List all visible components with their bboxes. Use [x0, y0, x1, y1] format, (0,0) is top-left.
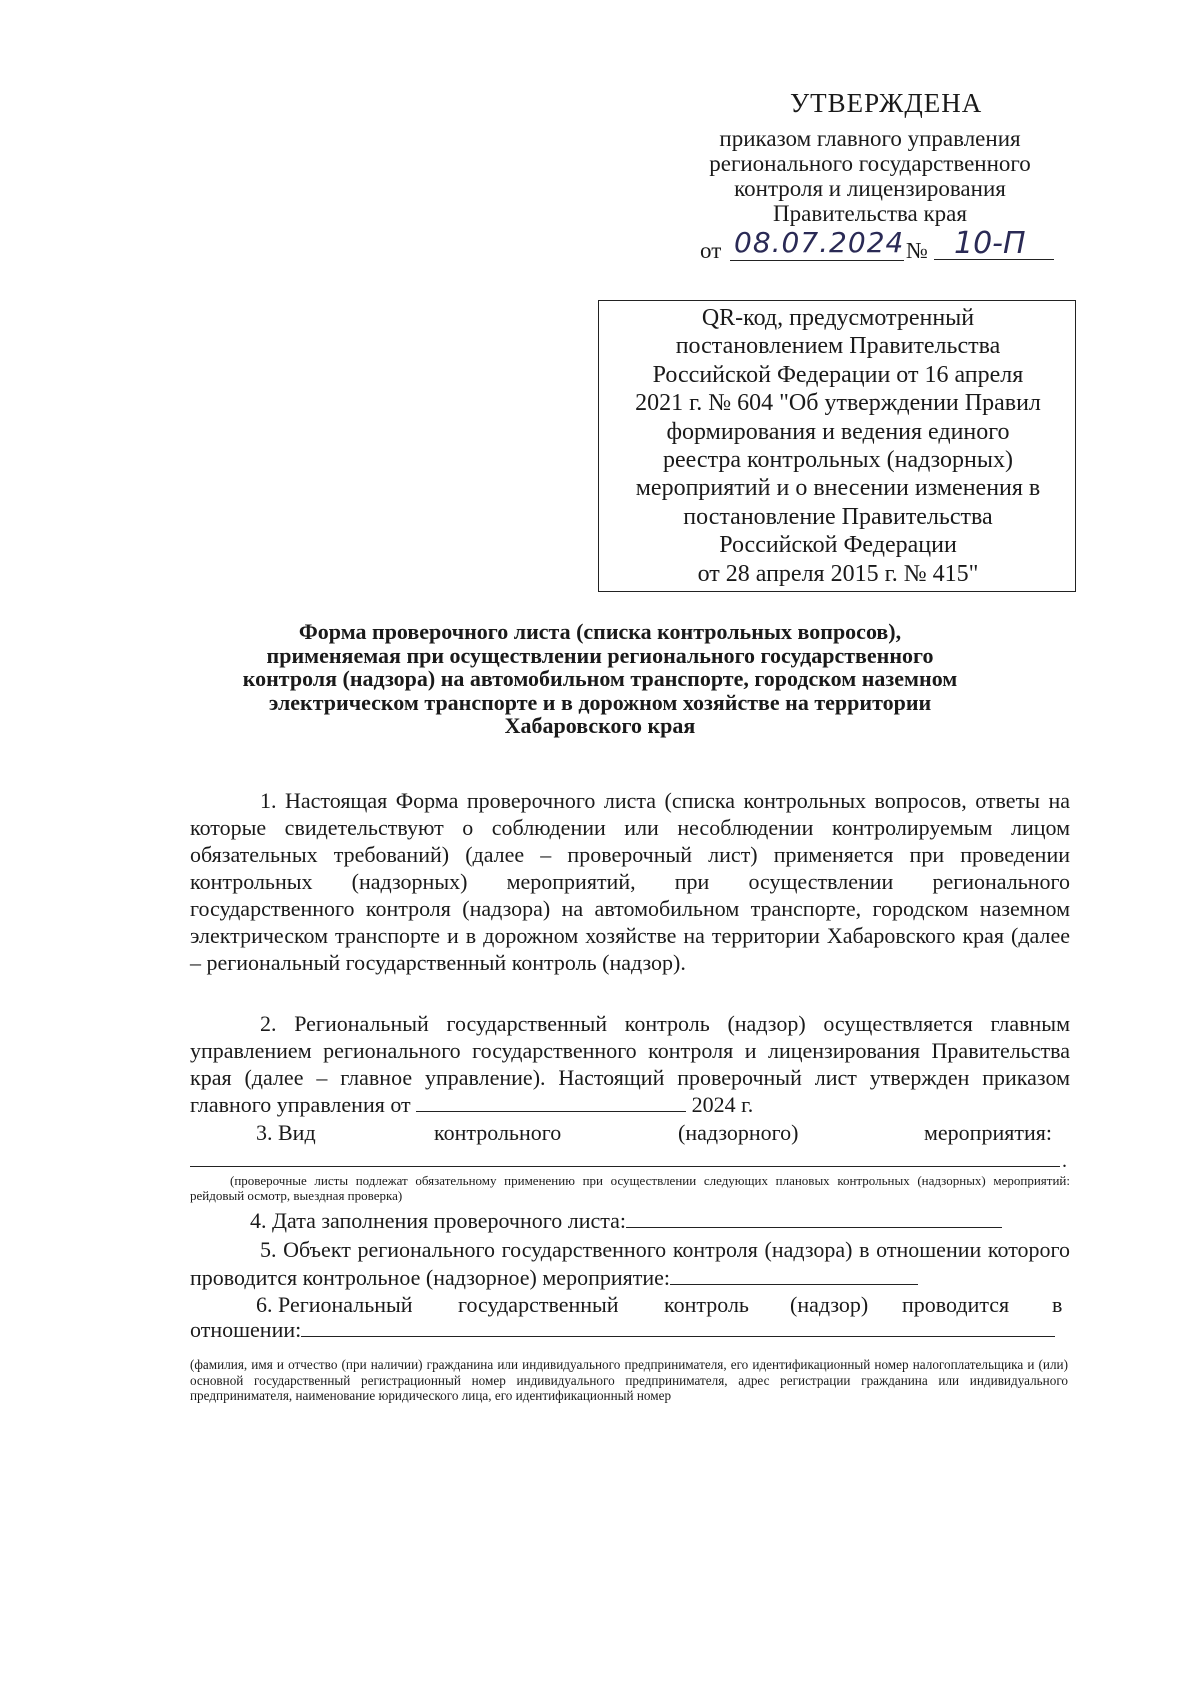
order-date-blank: [416, 1093, 686, 1112]
item-3: [190, 1120, 1070, 1148]
item-6-blank: [301, 1318, 1055, 1337]
paragraph-2: [190, 1010, 1070, 1118]
handwritten-number: 10-П: [934, 226, 1054, 260]
item-3-dot: .: [1062, 1150, 1067, 1172]
item-5: [190, 1236, 1070, 1292]
qr-line: реестра контрольных (надзорных): [663, 447, 1013, 474]
item-6: [190, 1292, 1070, 1320]
qr-line: формирования и ведения единого: [666, 418, 1010, 445]
item-6-word: проводится: [902, 1292, 1010, 1317]
item-5-blank: [670, 1266, 918, 1285]
item-3-note: (проверочные листы подлежат обязательному применению при осуществлении следующих плановых контрольных (надзорных) мероприятий: рейдовый осмотр, выездная проверка): [190, 1173, 1070, 1203]
number-label: №: [906, 238, 928, 263]
qr-line: постановлением Правительства: [675, 333, 1001, 360]
item-6-word: государственный: [458, 1292, 619, 1317]
item-6-word: в: [1052, 1292, 1063, 1317]
qr-line: от 28 апреля 2015 г. № 415": [697, 560, 979, 587]
item-6-word: контроль: [664, 1292, 749, 1317]
approval-date-row: [700, 228, 1060, 264]
item-6-note: (фамилия, имя и отчество (при наличии) гражданина или индивидуального предпринимателя, его идентификационный номер налогоплательщика и (или) основной государственный регистрационный номер индивидуального предпринимателя, адрес регистрации гражданина или индивидуального предпринимателя, наименование юридического лица, его идентификационный номер: [190, 1357, 1068, 1403]
item-3-word: (надзорного): [678, 1120, 799, 1145]
item-4: [250, 1208, 1002, 1234]
handwritten-date: 08.07.2024: [730, 226, 904, 261]
approval-text: [690, 126, 1050, 226]
approval-line: Правительства края: [773, 201, 967, 226]
qr-box-text: [599, 304, 1077, 588]
title-line: контроля (надзора) на автомобильном транспорте, городском наземном: [242, 666, 958, 691]
item-3-word: 3. Вид: [256, 1120, 316, 1145]
qr-line: постановление Правительства: [683, 503, 993, 530]
paragraph-1: 1. Настоящая Форма проверочного листа (списка контрольных вопросов, ответы на которые свидетельствуют о соблюдении или несоблюдении контролируемым лицом обязательных требований) (далее – проверочный лист) применяется при проведении контрольных (надзорных) мероприятий, при осуществлении регионального государственного контроля (надзора) на автомобильном транспорте, городском наземном электрическом транспорте и в дорожном хозяйстве на территории Хабаровского края (далее – региональный государственный контроль (надзор).: [190, 788, 1070, 975]
qr-line: QR-код, предусмотренный: [701, 305, 975, 331]
item-6-label: отношении:: [190, 1317, 302, 1342]
qr-line: Российской Федерации от 16 апреля: [652, 361, 1024, 388]
item-4-blank: [626, 1209, 1002, 1228]
title-line: Хабаровского края: [504, 713, 696, 738]
item-3-blank: [190, 1166, 1060, 1167]
qr-line: 2021 г. № 604 "Об утверждении Правил: [635, 390, 1041, 417]
item-3-word: контрольного: [434, 1120, 562, 1145]
date-prefix: от: [700, 238, 722, 263]
document-title: [160, 620, 1040, 738]
title-line: электрическом транспорте и в дорожном хозяйстве на территории: [268, 689, 932, 715]
item-5-text: 5. Объект регионального государственного контроля (надзора) в отношении которого проводится контрольное (надзорное) мероприятие:: [190, 1237, 1070, 1290]
item-4-label: 4. Дата заполнения проверочного листа:: [250, 1208, 626, 1233]
approval-heading: УТВЕРЖДЕНА: [790, 88, 983, 118]
title-line: применяемая при осуществлении регионального государственного: [266, 642, 934, 668]
paragraph-2-text: 2. Региональный государственный контроль (надзор) осуществляется главным управлением регионального государственного контроля и лицензирования Правительства края (далее – главное управление). Настоящий проверочный лист утвержден приказом главного управления от: [190, 1011, 1070, 1117]
approval-line: приказом главного управления: [719, 126, 1021, 151]
title-line: Форма проверочного листа (списка контрольных вопросов),: [298, 619, 902, 644]
approval-line: регионального государственного: [709, 151, 1031, 176]
qr-line: Российской Федерации: [719, 532, 957, 559]
paragraph-2-suffix: 2024 г.: [691, 1092, 754, 1117]
qr-line: мероприятий и о внесении изменения в: [635, 475, 1041, 502]
item-6-word: 6. Региональный: [256, 1292, 413, 1317]
item-3-word: мероприятия:: [924, 1120, 1052, 1145]
approval-line: контроля и лицензирования: [734, 176, 1006, 201]
qr-code-box: [598, 300, 1076, 592]
item-6-continuation: [190, 1317, 1055, 1343]
item-6-word: (надзор): [790, 1292, 869, 1317]
